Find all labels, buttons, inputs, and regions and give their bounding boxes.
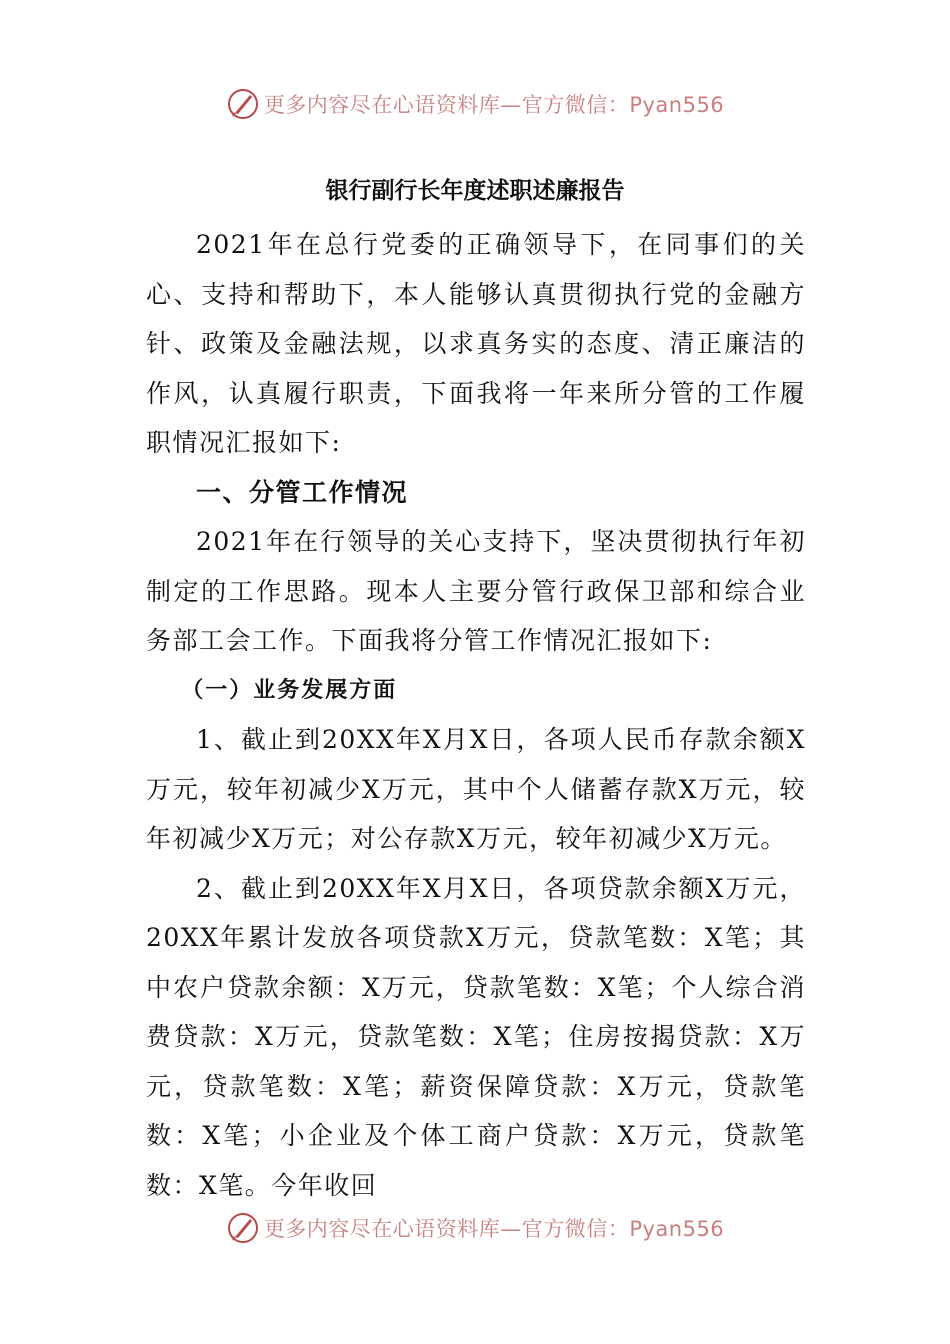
section-heading: 一、分管工作情况 (196, 477, 409, 507)
banner-text (264, 89, 724, 119)
document-body (146, 220, 806, 1210)
header-banner (0, 82, 950, 126)
banner-wechat-id: Pyan556 (629, 93, 725, 117)
section-paragraph: 2021年在行领导的关心支持下，坚决贯彻执行年初制定的工作思路。现本人主要分管行政保卫部和综合业务部工会工作。下面我将分管工作情况汇报如下: (146, 527, 806, 655)
subsection-heading: （一）业务发展方面 (181, 677, 398, 703)
document-title: 银行副行长年度述职述廉报告 (325, 178, 625, 204)
banner-text (264, 1213, 724, 1243)
list-item: 2、截止到20XX年X月X日，各项贷款余额X万元，20XX年累计发放各项贷款X万元，贷款笔数：X笔；其中农户贷款余额：X万元，贷款笔数：X笔；个人综合消费贷款：X万元，贷款笔数：X笔；住房按揭贷款：X万元，贷款笔数：X笔；薪资保障贷款：X万元，贷款笔数：X笔；小企业及个体工商户贷款：X万元，贷款笔数：X笔。今年收回 (146, 873, 806, 1200)
intro-paragraph: 2021年在总行党委的正确领导下，在同事们的关心、支持和帮助下，本人能够认真贯彻执行党的金融方针、政策及金融法规，以求真务实的态度、清正廉洁的作风，认真履行职责，下面我将一年来所分管的工作履职情况汇报如下: (146, 230, 806, 457)
footer-banner (0, 1206, 950, 1250)
banner-label: 更多内容尽在心语资料库—官方微信： (263, 1217, 630, 1241)
banner-label: 更多内容尽在心语资料库—官方微信： (263, 93, 630, 117)
feather-pen-icon (226, 1211, 260, 1245)
list-item: 1、截止到20XX年X月X日，各项人民币存款余额X万元，较年初减少X万元，其中个人储蓄存款X万元，较年初减少X万元；对公存款X万元，较年初减少X万元。 (146, 725, 806, 853)
banner-wechat-id: Pyan556 (629, 1217, 725, 1241)
feather-pen-icon (226, 87, 260, 121)
